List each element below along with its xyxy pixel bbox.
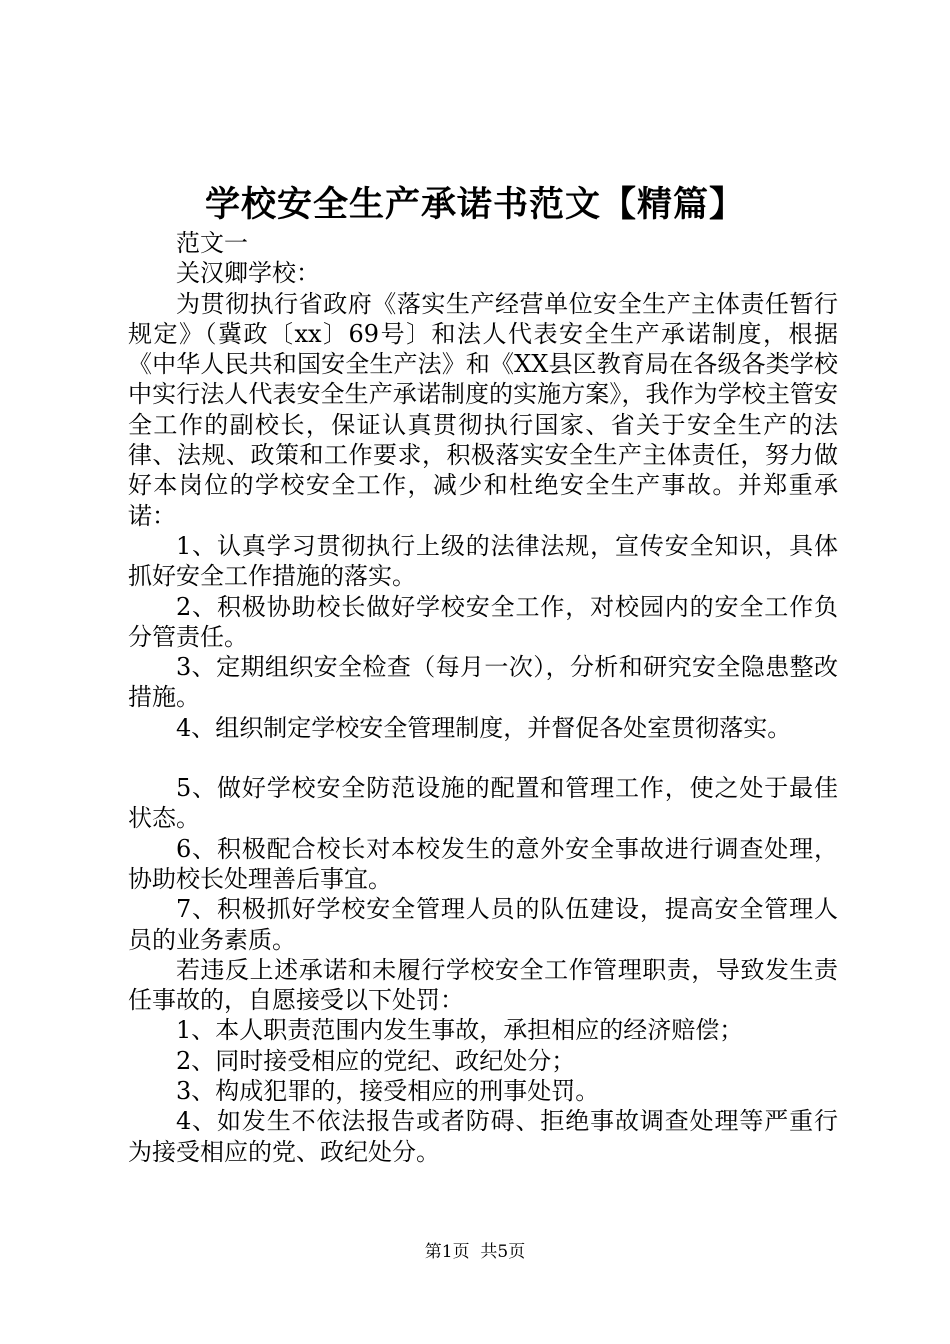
salutation: 关汉卿学校： <box>176 259 320 288</box>
document-body <box>128 228 838 1167</box>
penalty-item: 4、如发生不依法报告或者防碍、拒绝事故调查处理等严重行为接受相应的党、政纪处分。 <box>128 1107 838 1166</box>
penalty-item: 2、同时接受相应的党纪、政纪处分； <box>176 1046 576 1075</box>
document-title: 学校安全生产承诺书范文【精篇】 <box>204 184 745 225</box>
page-total: 共5页 <box>480 1242 526 1262</box>
page-footer <box>0 1240 950 1264</box>
penalty-item: 3、构成犯罪的，接受相应的刑事处罚。 <box>176 1077 600 1106</box>
commitment-item: 1、认真学习贯彻执行上级的法律法规，宣传安全知识，具体抓好安全工作措施的落实。 <box>128 531 838 591</box>
commitment-item: 4、组织制定学校安全管理制度，并督促各处室贯彻落实。 <box>176 713 792 742</box>
commitment-item: 3、定期组织安全检查（每月一次），分析和研究安全隐患整改措施。 <box>128 653 838 712</box>
commitment-item: 2、积极协助校长做好学校安全工作，对校园内的安全工作负分管责任。 <box>128 592 838 651</box>
footer-separator <box>470 1242 481 1262</box>
penalty-intro: 若违反上述承诺和未履行学校安全工作管理职责，导致发生责任事故的，自愿接受以下处罚： <box>128 955 838 1015</box>
intro-paragraph: 为贯彻执行省政府《落实生产经营单位安全生产主体责任暂行规定》（冀政〔xx〕69号〕和法人代表安全生产承诺制度，根据《中华人民共和国安全生产法》和《XX县区教育局在各级各类学校中实行法人代表安全生产承诺制度的实施方案》，我作为学校主管安全工作的副校长，保证认真贯彻执行国家、省关于安全生产的法律、法规、政策和工作要求，积极落实安全生产主体责任，努力做好本岗位的学校安全工作，减少和杜绝安全生产事故。并郑重承诺： <box>128 289 838 530</box>
commitment-item: 6、积极配合校长对本校发生的意外安全事故进行调查处理，协助校长处理善后事宜。 <box>128 834 838 893</box>
commitment-item: 7、积极抓好学校安全管理人员的队伍建设，提高安全管理人员的业务素质。 <box>128 895 838 954</box>
commitment-item: 5、做好学校安全防范设施的配置和管理工作，使之处于最佳状态。 <box>128 774 838 833</box>
penalty-item: 1、本人职责范围内发生事故，承担相应的经济赔偿； <box>176 1016 744 1045</box>
page-number: 第1页 <box>424 1242 470 1262</box>
section-label: 范文一 <box>176 229 248 257</box>
